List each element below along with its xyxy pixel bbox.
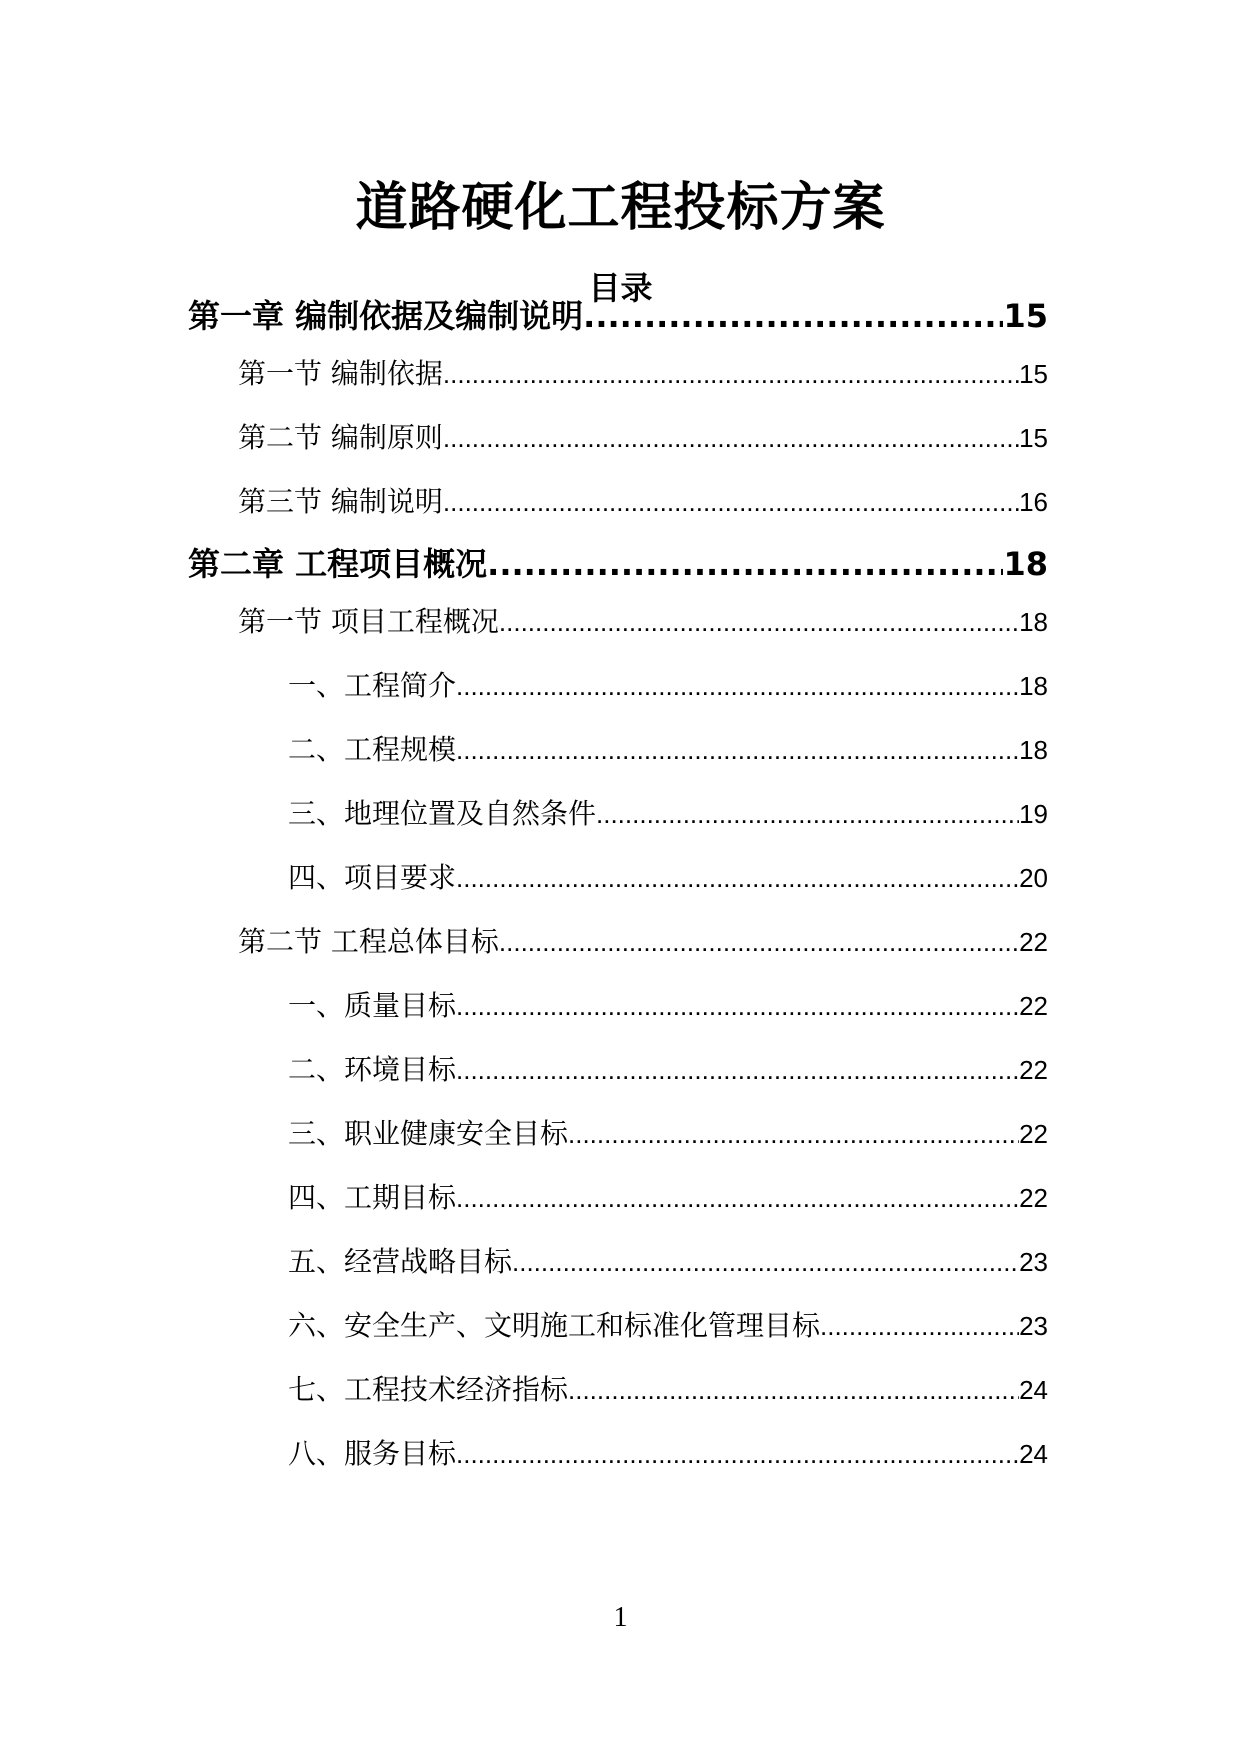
toc-dot-leader xyxy=(512,1242,1019,1282)
toc-dot-leader xyxy=(499,922,1019,962)
toc-dot-leader xyxy=(456,1178,1019,1218)
toc-dot-leader xyxy=(456,986,1019,1026)
toc-entry-page: 15 xyxy=(1019,359,1048,389)
toc-dot-leader xyxy=(443,482,1019,522)
toc-dot-leader xyxy=(596,794,1019,834)
toc-section-1-1[interactable] xyxy=(238,354,1048,394)
toc-item-2-2-3[interactable] xyxy=(288,1114,1048,1154)
toc-entry-label: 一、质量目标 xyxy=(288,989,457,1022)
toc-dot-leader xyxy=(487,542,1003,586)
toc-item-2-2-5[interactable] xyxy=(288,1242,1048,1282)
toc-entry-page: 22 xyxy=(1019,1183,1048,1213)
toc-section-1-2[interactable] xyxy=(238,418,1048,458)
toc-entry-label: 二、环境目标 xyxy=(288,1053,457,1086)
toc-entry-page: 16 xyxy=(1019,487,1048,517)
toc-entry-page: 22 xyxy=(1019,1055,1048,1085)
toc-item-2-2-6[interactable] xyxy=(288,1306,1048,1346)
toc-chapter-2[interactable] xyxy=(188,542,1048,586)
toc-entry-label: 三、职业健康安全目标 xyxy=(288,1117,569,1150)
toc-entry-label: 五、经营战略目标 xyxy=(288,1245,513,1278)
toc-dot-leader xyxy=(456,858,1019,898)
toc-entry-label: 四、工期目标 xyxy=(288,1181,457,1214)
toc-item-2-1-3[interactable] xyxy=(288,794,1048,834)
toc-chapter-1[interactable] xyxy=(188,294,1048,338)
toc-section-2-2[interactable] xyxy=(238,922,1048,962)
toc-entry-label: 六、安全生产、文明施工和标准化管理目标 xyxy=(288,1309,821,1342)
toc-dot-leader xyxy=(583,294,1003,338)
toc-entry-page: 22 xyxy=(1019,927,1048,957)
toc-entry-label: 第二章 工程项目概况 xyxy=(188,545,488,583)
toc-entry-page: 18 xyxy=(1019,607,1048,637)
toc-dot-leader xyxy=(456,666,1019,706)
toc-entry-page: 23 xyxy=(1019,1247,1048,1277)
toc-dot-leader xyxy=(456,730,1019,770)
toc-section-2-1[interactable] xyxy=(238,602,1048,642)
toc-entry-label: 一、工程简介 xyxy=(288,669,457,702)
toc-entry-page: 20 xyxy=(1019,863,1048,893)
toc-entry-page: 15 xyxy=(1019,423,1048,453)
toc-entry-label: 第一节 编制依据 xyxy=(238,357,443,390)
toc-item-2-2-7[interactable] xyxy=(288,1370,1048,1410)
toc-entry-page: 24 xyxy=(1019,1375,1048,1405)
toc-dot-leader xyxy=(456,1434,1019,1474)
document-title: 道路硬化工程投标方案 xyxy=(355,178,886,238)
toc-entry-label: 第一节 项目工程概况 xyxy=(238,605,499,638)
toc-dot-leader xyxy=(443,418,1019,458)
toc-entry-label: 二、工程规模 xyxy=(288,733,457,766)
toc-heading: 目录 xyxy=(588,269,653,307)
toc-item-2-2-2[interactable] xyxy=(288,1050,1048,1090)
toc-entry-label: 四、项目要求 xyxy=(288,861,457,894)
toc-item-2-2-1[interactable] xyxy=(288,986,1048,1026)
toc-entry-label: 第二节 工程总体目标 xyxy=(238,925,499,958)
toc-dot-leader xyxy=(443,354,1019,394)
toc-item-2-2-4[interactable] xyxy=(288,1178,1048,1218)
toc-entry-label: 第三节 编制说明 xyxy=(238,485,443,518)
toc-entry-label: 八、服务目标 xyxy=(288,1437,457,1470)
toc-entry-page: 18 xyxy=(1019,671,1048,701)
toc-entry-page: 23 xyxy=(1019,1311,1048,1341)
toc-entry-page: 18 xyxy=(1003,545,1048,583)
toc-dot-leader xyxy=(499,602,1019,642)
toc-item-2-1-1[interactable] xyxy=(288,666,1048,706)
toc-entry-label: 三、地理位置及自然条件 xyxy=(288,797,597,830)
toc-entry-label: 第二节 编制原则 xyxy=(238,421,443,454)
toc-entry-page: 15 xyxy=(1003,297,1048,335)
toc-entry-page: 24 xyxy=(1019,1439,1048,1469)
toc-dot-leader xyxy=(820,1306,1019,1346)
toc-entry-page: 22 xyxy=(1019,991,1048,1021)
toc-section-1-3[interactable] xyxy=(238,482,1048,522)
toc-entry-page: 18 xyxy=(1019,735,1048,765)
toc-item-2-2-8[interactable] xyxy=(288,1434,1048,1474)
toc-dot-leader xyxy=(568,1370,1019,1410)
toc-entry-page: 19 xyxy=(1019,799,1048,829)
toc-item-2-1-2[interactable] xyxy=(288,730,1048,770)
toc-dot-leader xyxy=(456,1050,1019,1090)
toc-entry-page: 22 xyxy=(1019,1119,1048,1149)
toc-entry-label: 七、工程技术经济指标 xyxy=(288,1373,569,1406)
toc-entry-label: 第一章 编制依据及编制说明 xyxy=(188,297,584,335)
toc-item-2-1-4[interactable] xyxy=(288,858,1048,898)
toc-dot-leader xyxy=(568,1114,1019,1154)
page-number: 1 xyxy=(613,1602,628,1633)
